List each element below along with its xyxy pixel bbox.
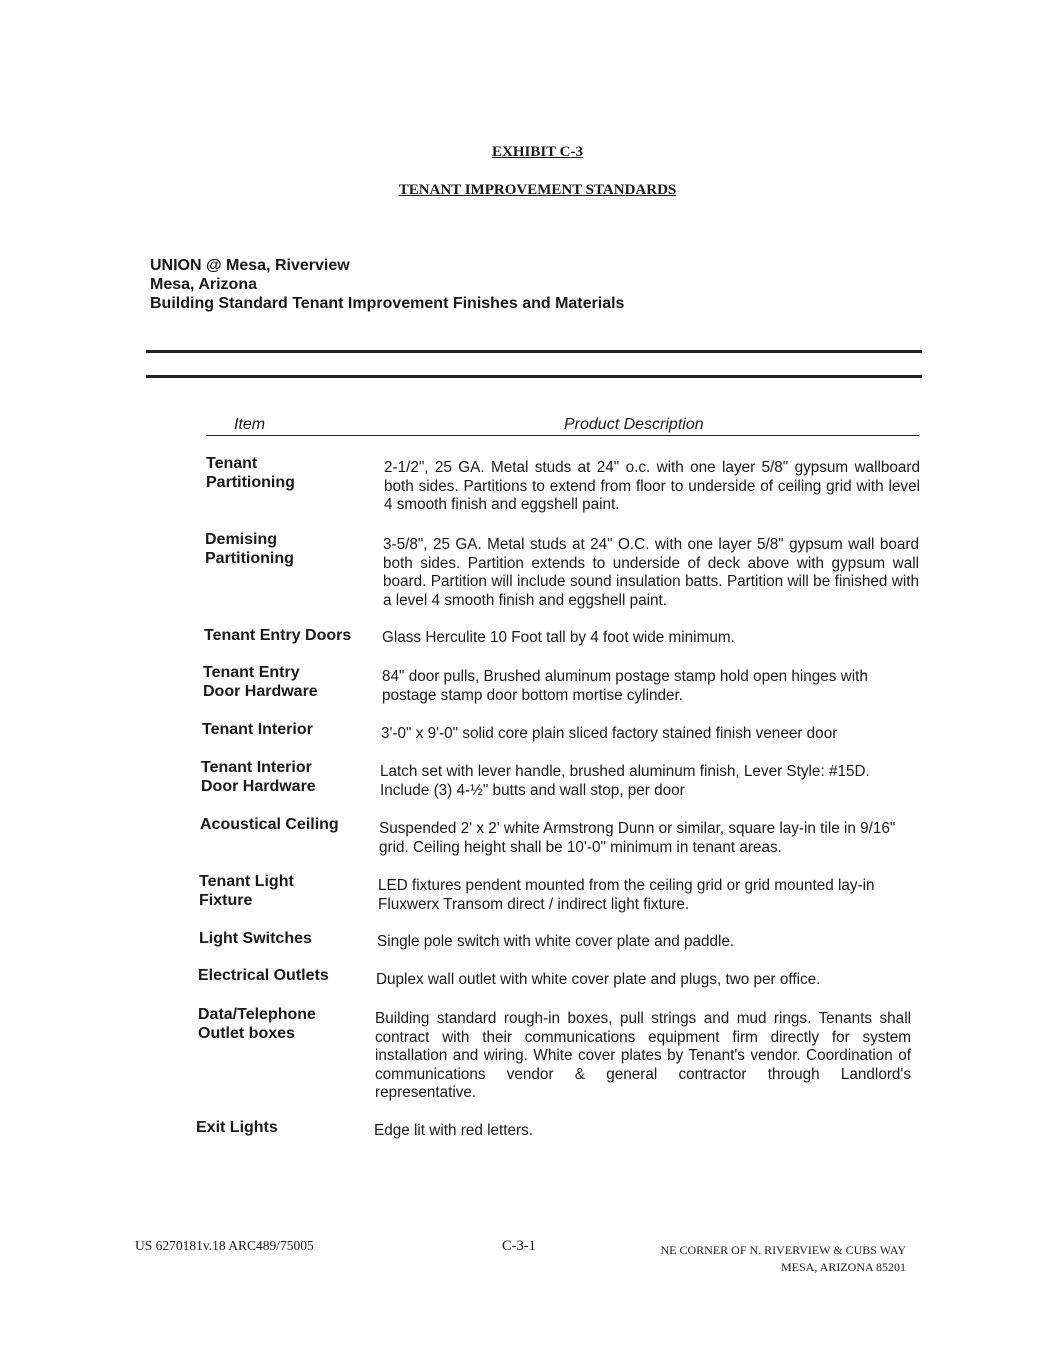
- row-label-demising-partitioning: Demising Partitioning: [205, 531, 294, 567]
- row-description-tenant-entry-doors: Glass Herculite 10 Foot tall by 4 foot wide minimum.: [382, 629, 735, 646]
- row-label-tenant-entry-doors: Tenant Entry Doors: [204, 627, 352, 644]
- row-label-tenant-entry-door-hardware: Tenant Entry Door Hardware: [203, 664, 318, 700]
- row-label-exit-lights: Exit Lights: [196, 1119, 278, 1136]
- property-heading: [150, 256, 624, 313]
- heading-line-1: UNION @ Mesa, Riverview: [150, 257, 350, 274]
- document-subtitle: TENANT IMPROVEMENT STANDARDS: [398, 182, 677, 198]
- row-label-data-telephone-outlet-boxes: Data/Telephone Outlet boxes: [198, 1006, 316, 1042]
- row-description-tenant-interior-door-hardware: Latch set with lever handle, brushed aluminum finish, Lever Style: #15D. Include (3) 4-½" butts and wall stop, per door: [380, 763, 870, 799]
- footer-address: [620, 1242, 906, 1276]
- row-label-acoustical-ceiling: Acoustical Ceiling: [200, 816, 339, 833]
- footer-page-number: C-3-1: [502, 1238, 536, 1254]
- row-description-data-telephone-outlet-boxes: Building standard rough-in boxes, pull strings and mud rings. Tenants shall contract with their communications equipment firm directly for system installation and wiring. White cover plates by Tenant's vendor. Coordination of communications vendor & general contractor through Landlord's representative.: [375, 1010, 911, 1101]
- footer-document-id: US 6270181v.18 ARC489/75005: [135, 1238, 314, 1253]
- row-label-light-switches: Light Switches: [199, 930, 312, 947]
- row-description-demising-partitioning: 3-5/8", 25 GA. Metal studs at 24" O.C. with one layer 5/8" gypsum wall board both sides. Partition extends to underside of deck above with gypsum wall board. Partition will include sound insulation batts. Partition will be finished with a level 4 smooth finish and eggshell paint.: [383, 536, 919, 609]
- row-description-tenant-partitioning: 2-1/2", 25 GA. Metal studs at 24" o.c. with one layer 5/8" gypsum wallboard both sides. Partitions to extend from floor to underside of ceiling grid with level 4 smooth finish and eggshell paint.: [384, 459, 920, 513]
- row-description-electrical-outlets: Duplex wall outlet with white cover plate and plugs, two per office.: [376, 971, 821, 988]
- row-description-light-switches: Single pole switch with white cover plate and paddle.: [377, 933, 735, 950]
- column-header-description: Product Description: [564, 416, 704, 433]
- heading-line-2: Mesa, Arizona: [150, 276, 257, 293]
- footer-address-line-1: NE CORNER OF N. RIVERVIEW & CUBS WAY: [660, 1243, 906, 1257]
- column-header-underline: [206, 435, 919, 436]
- row-description-exit-lights: Edge lit with red letters.: [374, 1122, 533, 1139]
- row-label-tenant-partitioning: Tenant Partitioning: [206, 455, 295, 491]
- row-label-tenant-interior: Tenant Interior: [202, 721, 313, 738]
- row-label-tenant-interior-door-hardware: Tenant Interior Door Hardware: [201, 759, 316, 795]
- row-description-tenant-interior: 3'-0" x 9'-0" solid core plain sliced factory stained finish veneer door: [381, 725, 838, 742]
- row-description-acoustical-ceiling: Suspended 2' x 2' white Armstrong Dunn or similar, square lay-in tile in 9/16" grid. Ceiling height shall be 10'-0" minimum in tenant areas.: [379, 820, 896, 856]
- row-description-tenant-entry-door-hardware: 84" door pulls, Brushed aluminum postage stamp hold open hinges with postage stamp door bottom mortise cylinder.: [382, 668, 868, 704]
- row-description-tenant-light-fixture: LED fixtures pendent mounted from the ceiling grid or grid mounted lay-in Fluxwerx Transom direct / indirect light fixture.: [378, 877, 875, 913]
- footer-address-line-2: MESA, ARIZONA 85201: [780, 1260, 906, 1274]
- column-header-item: Item: [234, 416, 266, 433]
- heading-line-3: Building Standard Tenant Improvement Finishes and Materials: [150, 295, 625, 312]
- divider-rule: [146, 375, 922, 378]
- divider-rule: [146, 350, 922, 353]
- exhibit-title: EXHIBIT C-3: [492, 144, 583, 160]
- row-label-tenant-light-fixture: Tenant Light Fixture: [199, 873, 294, 909]
- row-label-electrical-outlets: Electrical Outlets: [198, 967, 329, 984]
